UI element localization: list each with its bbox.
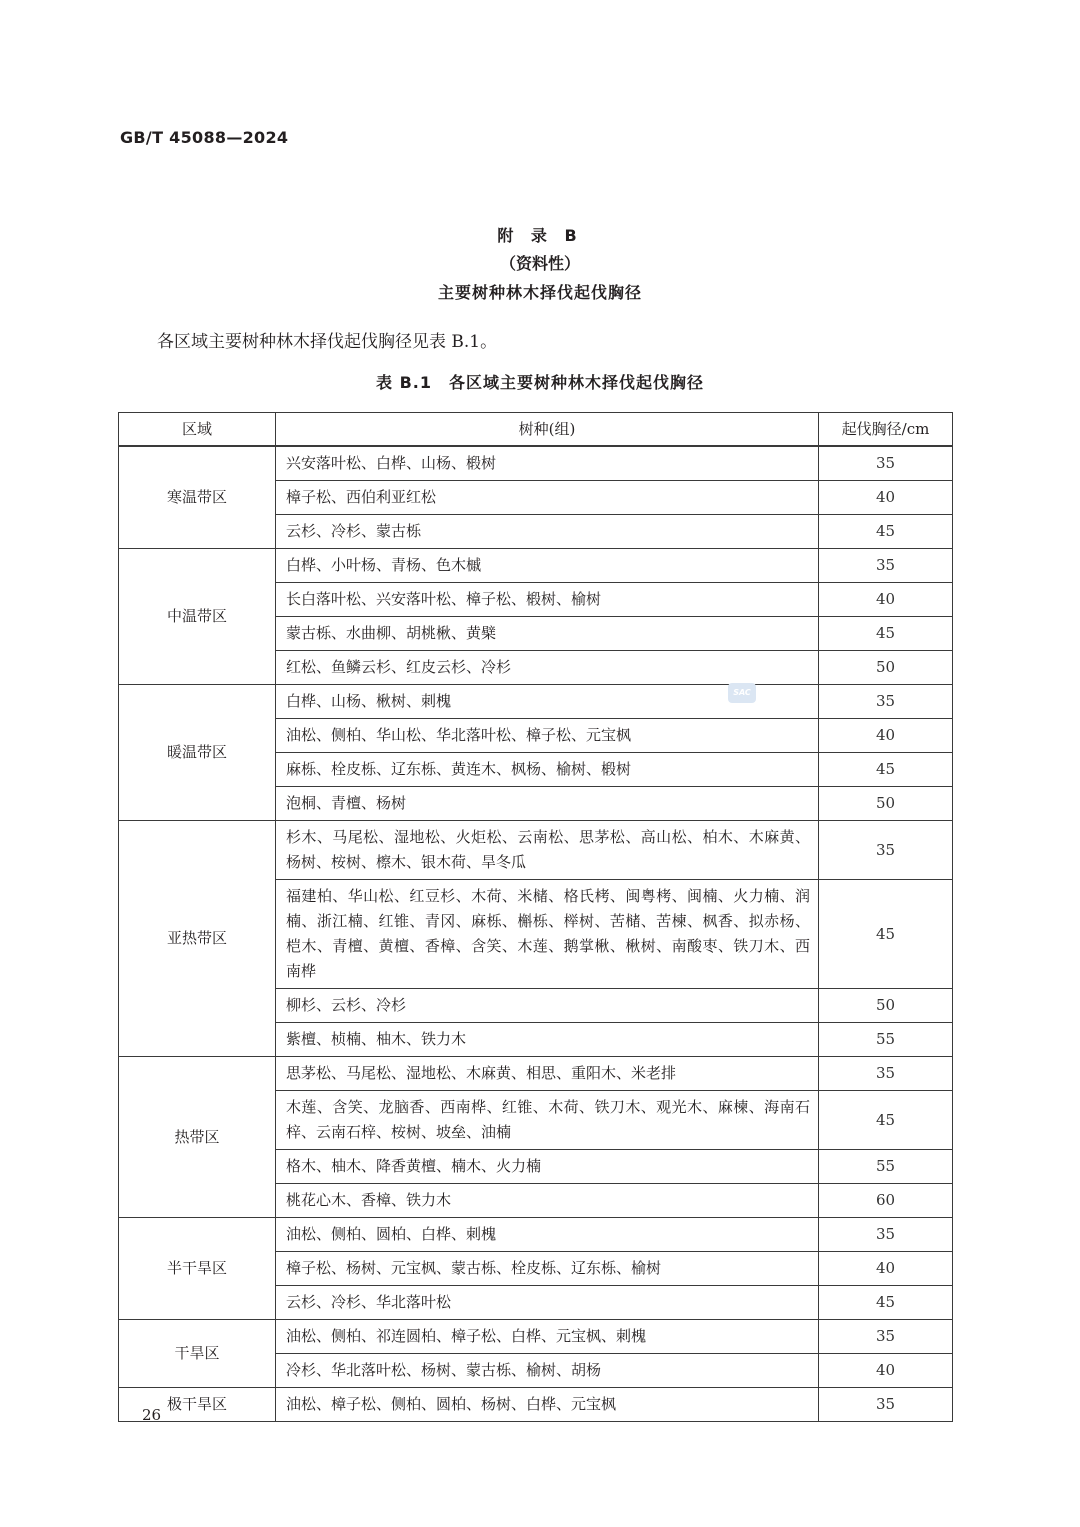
table-row — [119, 1320, 953, 1354]
dbh-cell: 40 — [819, 583, 953, 617]
species-cell: 油松、侧柏、祁连圆柏、樟子松、白桦、元宝枫、刺槐 — [276, 1320, 819, 1354]
species-cell: 长白落叶松、兴安落叶松、樟子松、椴树、榆树 — [276, 583, 819, 617]
species-cell: 兴安落叶松、白桦、山杨、椴树 — [276, 446, 819, 481]
species-cell: 泡桐、青檀、杨树 — [276, 787, 819, 821]
dbh-cell: 50 — [819, 989, 953, 1023]
table-row — [119, 821, 953, 880]
table-row — [119, 446, 953, 481]
appendix-title: 附 录 B — [497, 226, 583, 245]
species-cell: 桃花心木、香樟、铁力木 — [276, 1184, 819, 1218]
dbh-cell: 50 — [819, 651, 953, 685]
dbh-cell: 35 — [819, 821, 953, 880]
dbh-cell: 45 — [819, 1091, 953, 1150]
dbh-cell: 45 — [819, 880, 953, 989]
species-cell: 麻栎、栓皮栎、辽东栎、黄连木、枫杨、榆树、椴树 — [276, 753, 819, 787]
table-row — [119, 1218, 953, 1252]
dbh-cell: 35 — [819, 1057, 953, 1091]
species-cell: 思茅松、马尾松、湿地松、木麻黄、相思、重阳木、米老排 — [276, 1057, 819, 1091]
species-cell: 冷杉、华北落叶松、杨树、蒙古栎、榆树、胡杨 — [276, 1354, 819, 1388]
region-cell: 极干旱区 — [119, 1388, 276, 1422]
column-header-dbh: 起伐胸径/cm — [819, 413, 953, 447]
species-cell: 红松、鱼鳞云杉、红皮云杉、冷杉 — [276, 651, 819, 685]
dbh-cell: 40 — [819, 1252, 953, 1286]
table-caption: 表 B.1 各区域主要树种林木择伐起伐胸径 — [376, 373, 704, 392]
species-cell: 杉木、马尾松、湿地松、火炬松、云南松、思茅松、高山松、柏木、木麻黄、杨树、桉树、檫木、银木荷、旱冬瓜 — [276, 821, 819, 880]
region-cell: 中温带区 — [119, 549, 276, 685]
region-cell: 寒温带区 — [119, 446, 276, 549]
region-cell: 亚热带区 — [119, 821, 276, 1057]
region-cell: 热带区 — [119, 1057, 276, 1218]
column-header-region: 区域 — [119, 413, 276, 447]
species-cell: 蒙古栎、水曲柳、胡桃楸、黄檗 — [276, 617, 819, 651]
dbh-cell: 55 — [819, 1150, 953, 1184]
species-cell: 樟子松、西伯利亚红松 — [276, 481, 819, 515]
species-cell: 云杉、冷杉、蒙古栎 — [276, 515, 819, 549]
appendix-subject: 主要树种林木择伐起伐胸径 — [437, 283, 642, 302]
species-cell: 油松、侧柏、圆柏、白桦、刺槐 — [276, 1218, 819, 1252]
species-cell: 格木、柚木、降香黄檀、楠木、火力楠 — [276, 1150, 819, 1184]
species-cell: 木莲、含笑、龙脑香、西南桦、红锥、木荷、铁刀木、观光木、麻楝、海南石梓、云南石梓、桉树、坡垒、油楠 — [276, 1091, 819, 1150]
dbh-cell: 40 — [819, 719, 953, 753]
species-cell: 紫檀、桢楠、柚木、铁力木 — [276, 1023, 819, 1057]
dbh-cell: 40 — [819, 1354, 953, 1388]
species-cell: 油松、樟子松、侧柏、圆柏、杨树、白桦、元宝枫 — [276, 1388, 819, 1422]
table-body — [119, 446, 953, 1422]
region-cell: 干旱区 — [119, 1320, 276, 1388]
region-cell: 暖温带区 — [119, 685, 276, 821]
species-cell: 柳杉、云杉、冷杉 — [276, 989, 819, 1023]
dbh-cell: 55 — [819, 1023, 953, 1057]
dbh-cell: 35 — [819, 1218, 953, 1252]
dbh-cell: 45 — [819, 515, 953, 549]
dbh-cell: 35 — [819, 1388, 953, 1422]
column-header-species: 树种(组) — [276, 413, 819, 447]
intro-paragraph: 各区域主要树种林木择伐起伐胸径见表 B.1。 — [157, 332, 498, 352]
species-cell: 白桦、山杨、楸树、刺槐 — [276, 685, 819, 719]
dbh-cell: 45 — [819, 617, 953, 651]
species-cell: 樟子松、杨树、元宝枫、蒙古栎、栓皮栎、辽东栎、榆树 — [276, 1252, 819, 1286]
dbh-cell: 45 — [819, 753, 953, 787]
standard-code: GB/T 45088—2024 — [120, 128, 289, 147]
dbh-cell: 50 — [819, 787, 953, 821]
dbh-cell: 45 — [819, 1286, 953, 1320]
dbh-cell: 35 — [819, 549, 953, 583]
dbh-table — [118, 412, 953, 1422]
table-row — [119, 1057, 953, 1091]
watermark-logo: SAC — [728, 683, 756, 703]
dbh-cell: 35 — [819, 685, 953, 719]
dbh-cell: 35 — [819, 1320, 953, 1354]
dbh-cell: 60 — [819, 1184, 953, 1218]
page-number: 26 — [142, 1406, 162, 1424]
table-row — [119, 685, 953, 719]
dbh-cell: 40 — [819, 481, 953, 515]
dbh-cell: 35 — [819, 446, 953, 481]
species-cell: 云杉、冷杉、华北落叶松 — [276, 1286, 819, 1320]
appendix-kind: （资料性） — [499, 254, 580, 273]
table-row — [119, 549, 953, 583]
region-cell: 半干旱区 — [119, 1218, 276, 1320]
species-cell: 白桦、小叶杨、青杨、色木槭 — [276, 549, 819, 583]
table-row — [119, 1388, 953, 1422]
species-cell: 油松、侧柏、华山松、华北落叶松、樟子松、元宝枫 — [276, 719, 819, 753]
species-cell: 福建柏、华山松、红豆杉、木荷、米槠、格氏栲、闽粤栲、闽楠、火力楠、润楠、浙江楠、红锥、青冈、麻栎、槲栎、榉树、苦槠、苦楝、枫香、拟赤杨、桤木、青檀、黄檀、香樟、含笑、木莲、鹅掌楸、楸树、南酸枣、铁刀木、西南桦 — [276, 880, 819, 989]
